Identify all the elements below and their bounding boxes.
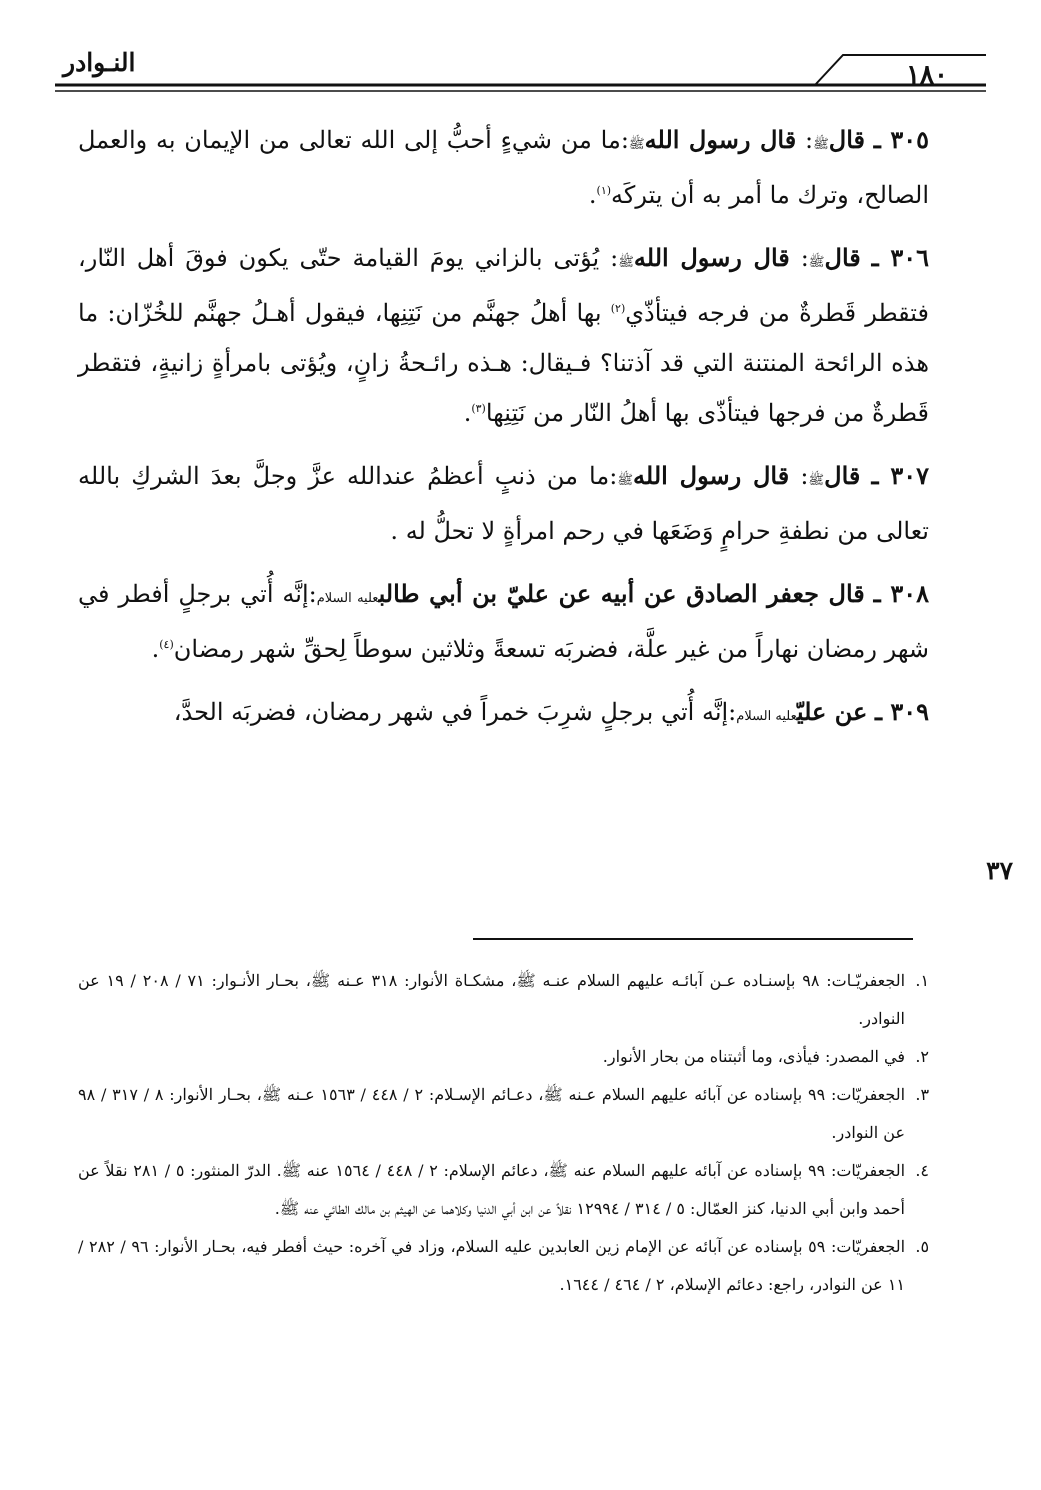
blessing-symbol: عليه السلام [736, 709, 797, 724]
hadith-308 [78, 569, 929, 674]
hadith-attribution: عن عليّ [796, 697, 868, 726]
footnote-3 [78, 1076, 929, 1152]
hadith-end: . [463, 399, 472, 427]
footnote-number: ٢. [915, 1047, 929, 1066]
hadith-attribution: قال [828, 125, 866, 154]
hadith-end: . [588, 181, 597, 209]
footnote-4 [78, 1152, 929, 1228]
hadith-number: ٣٠٩ ـ [874, 697, 929, 726]
hadith-306 [78, 233, 929, 438]
hadith-text: : يُؤتى بالزاني يومَ القيامة حتّى يكون فوقَ أهل النّار، فتقطر قَطرةٌ من فرجه فيتأذّي [78, 244, 930, 327]
hadith-number: ٣٠٨ ـ [873, 579, 929, 608]
footnotes [78, 962, 929, 1304]
separator: : [804, 126, 814, 154]
footnote-number: ٣. [915, 1085, 930, 1104]
footnote-text: الجعفريّات: ٩٩ بإسناده عن آبائه عليهم السلام عنه ﷺ، دعائم الإسلام: ٢ / ٤٤٨ / ١٥٦٤ عنه ﷺ. الدرّ المنثور: ٥ / ٢٨١ نقلاً عن أحمد وابن أبي الدنيا، كنز العمّال: ٥ / ٣١٤ / ١٢٩٩٤ نقلاً عن ابن أبي الدنيا وكلاهما عن الهيثم بن مالك الطائي عنه ﷺ. [78, 1161, 906, 1218]
hadith-number: ٣٠٦ ـ [871, 243, 929, 272]
running-title: النـوادر [63, 48, 136, 77]
footnote-reference: (١) [596, 184, 612, 197]
blessing-symbol: ﷺ [628, 137, 645, 152]
hadith-text: :ما من شيءٍ أحبُّ إلى الله تعالى من الإيمان به والعمل الصالح، وترك ما أمر به أن يتركَه [78, 126, 929, 209]
hadith-305 [78, 115, 929, 220]
footnote-text: في المصدر: فيأذى، وما أثبتناه من بحار الأنوار. [602, 1047, 905, 1066]
footnote-text: الجعفريّات: ٩٩ بإسناده عن آبائه عليهم السلام عـنه ﷺ، دعـائم الإسـلام: ٢ / ٤٤٨ / ١٥٦٣ عـنه ﷺ، بحـار الأنوار: ٨ / ٣١٧ / ٩٨ عن النوادر. [78, 1085, 906, 1142]
footnote-reference: (٣) [471, 402, 486, 415]
main-text [78, 115, 929, 755]
hadith-number: ٣٠٥ ـ [873, 125, 929, 154]
footnote-number: ٤. [915, 1161, 930, 1180]
blessing-symbol: ﷺ [617, 473, 634, 488]
blessing-symbol: ﷺ [813, 137, 829, 152]
hadith-attribution-2: قال رسول الله [633, 461, 790, 490]
hadith-attribution: قال [824, 243, 861, 272]
hadith-attribution: قال [824, 461, 861, 490]
hadith-attribution: قال جعفر الصادق عن أبيه عن عليّ بن أبي طالب [378, 579, 865, 608]
footnote-separator [473, 938, 913, 940]
separator: : [800, 244, 809, 272]
hadith-text-continued: بها أهلُ جهنَّم من نَتِنِها، فيقول أهـلُ جهنَّم للخُزّان: ما هذه الرائحة المنتنة التي قد آذتنا؟ فـيقال: هـذه رائـحةُ زانٍ، ويُؤتى بامرأةٍ زانيةٍ، فتقطر قَطرةٌ من فرجها فيتأذّى بها أهلُ النّار من نَتِنِها [78, 299, 929, 427]
hadith-number: ٣٠٧ ـ [871, 461, 929, 490]
hadith-end: . [390, 517, 406, 545]
hadith-attribution-2: قال رسول الله [644, 125, 797, 154]
hadith-attribution-2: قال رسول الله [633, 243, 790, 272]
header-rule-ornament [55, 40, 986, 100]
blessing-symbol: ﷺ [618, 255, 634, 270]
blessing-symbol: عليه السلام [316, 591, 379, 606]
hadith-307 [78, 451, 929, 556]
page-number: ١٨٠ [906, 60, 948, 90]
hadith-text: :إنَّه أُتي برجلٍ شرِبَ خمراً في شهر رمضان، فضربَه الحدَّ، [173, 698, 737, 726]
footnote-text: الجعفريّات: ٥٩ بإسناده عن آبائه عن الإمام زين العابدين عليه السلام، وزاد في آخره: حيث أفطر فيه، بحـار الأنوار: ٩٦ / ٢٨٢ / ١١ عن النوادر، راجع: دعائم الإسلام، ٢ / ٤٦٤ / ١٦٤٤. [78, 1237, 906, 1294]
footnote-number: ١. [915, 971, 930, 990]
footnote-1 [78, 962, 929, 1038]
margin-number: ٣٧ [986, 856, 1013, 885]
footnote-reference: (٤) [159, 638, 174, 651]
footnote-number: ٥. [915, 1237, 930, 1256]
separator: : [800, 462, 809, 490]
page-header [55, 40, 986, 100]
hadith-end: . [151, 635, 160, 663]
hadith-text: :إنَّه أُتي برجلٍ أفطر في شهر رمضان نهاراً من غير علَّة، فضربَه تسعةً وثلاثين سوطاً لِحقِّ شهر رمضان [78, 580, 929, 663]
hadith-text: :ما من ذنبٍ أعظمُ عندالله عزَّ وجلَّ بعدَ الشركِ بالله تعالى من نطفةِ حرامٍ وَضَعَها في رحم امرأةٍ لا تحلُّ له [78, 462, 929, 545]
footnote-2 [78, 1038, 929, 1076]
hadith-309 [78, 687, 929, 742]
blessing-symbol: ﷺ [808, 255, 825, 270]
footnote-text: الجعفريّـات: ٩٨ بإسنـاده عـن آبائـه عليهم السلام عنـه ﷺ، مشكـاة الأنوار: ٣١٨ عـنه ﷺ، بحـار الأنـوار: ٧١ / ٢٠٨ / ١٩ عن النوادر. [78, 971, 906, 1028]
blessing-symbol: ﷺ [808, 473, 825, 488]
footnote-5 [78, 1228, 929, 1304]
footnote-reference: (٢) [610, 302, 626, 315]
